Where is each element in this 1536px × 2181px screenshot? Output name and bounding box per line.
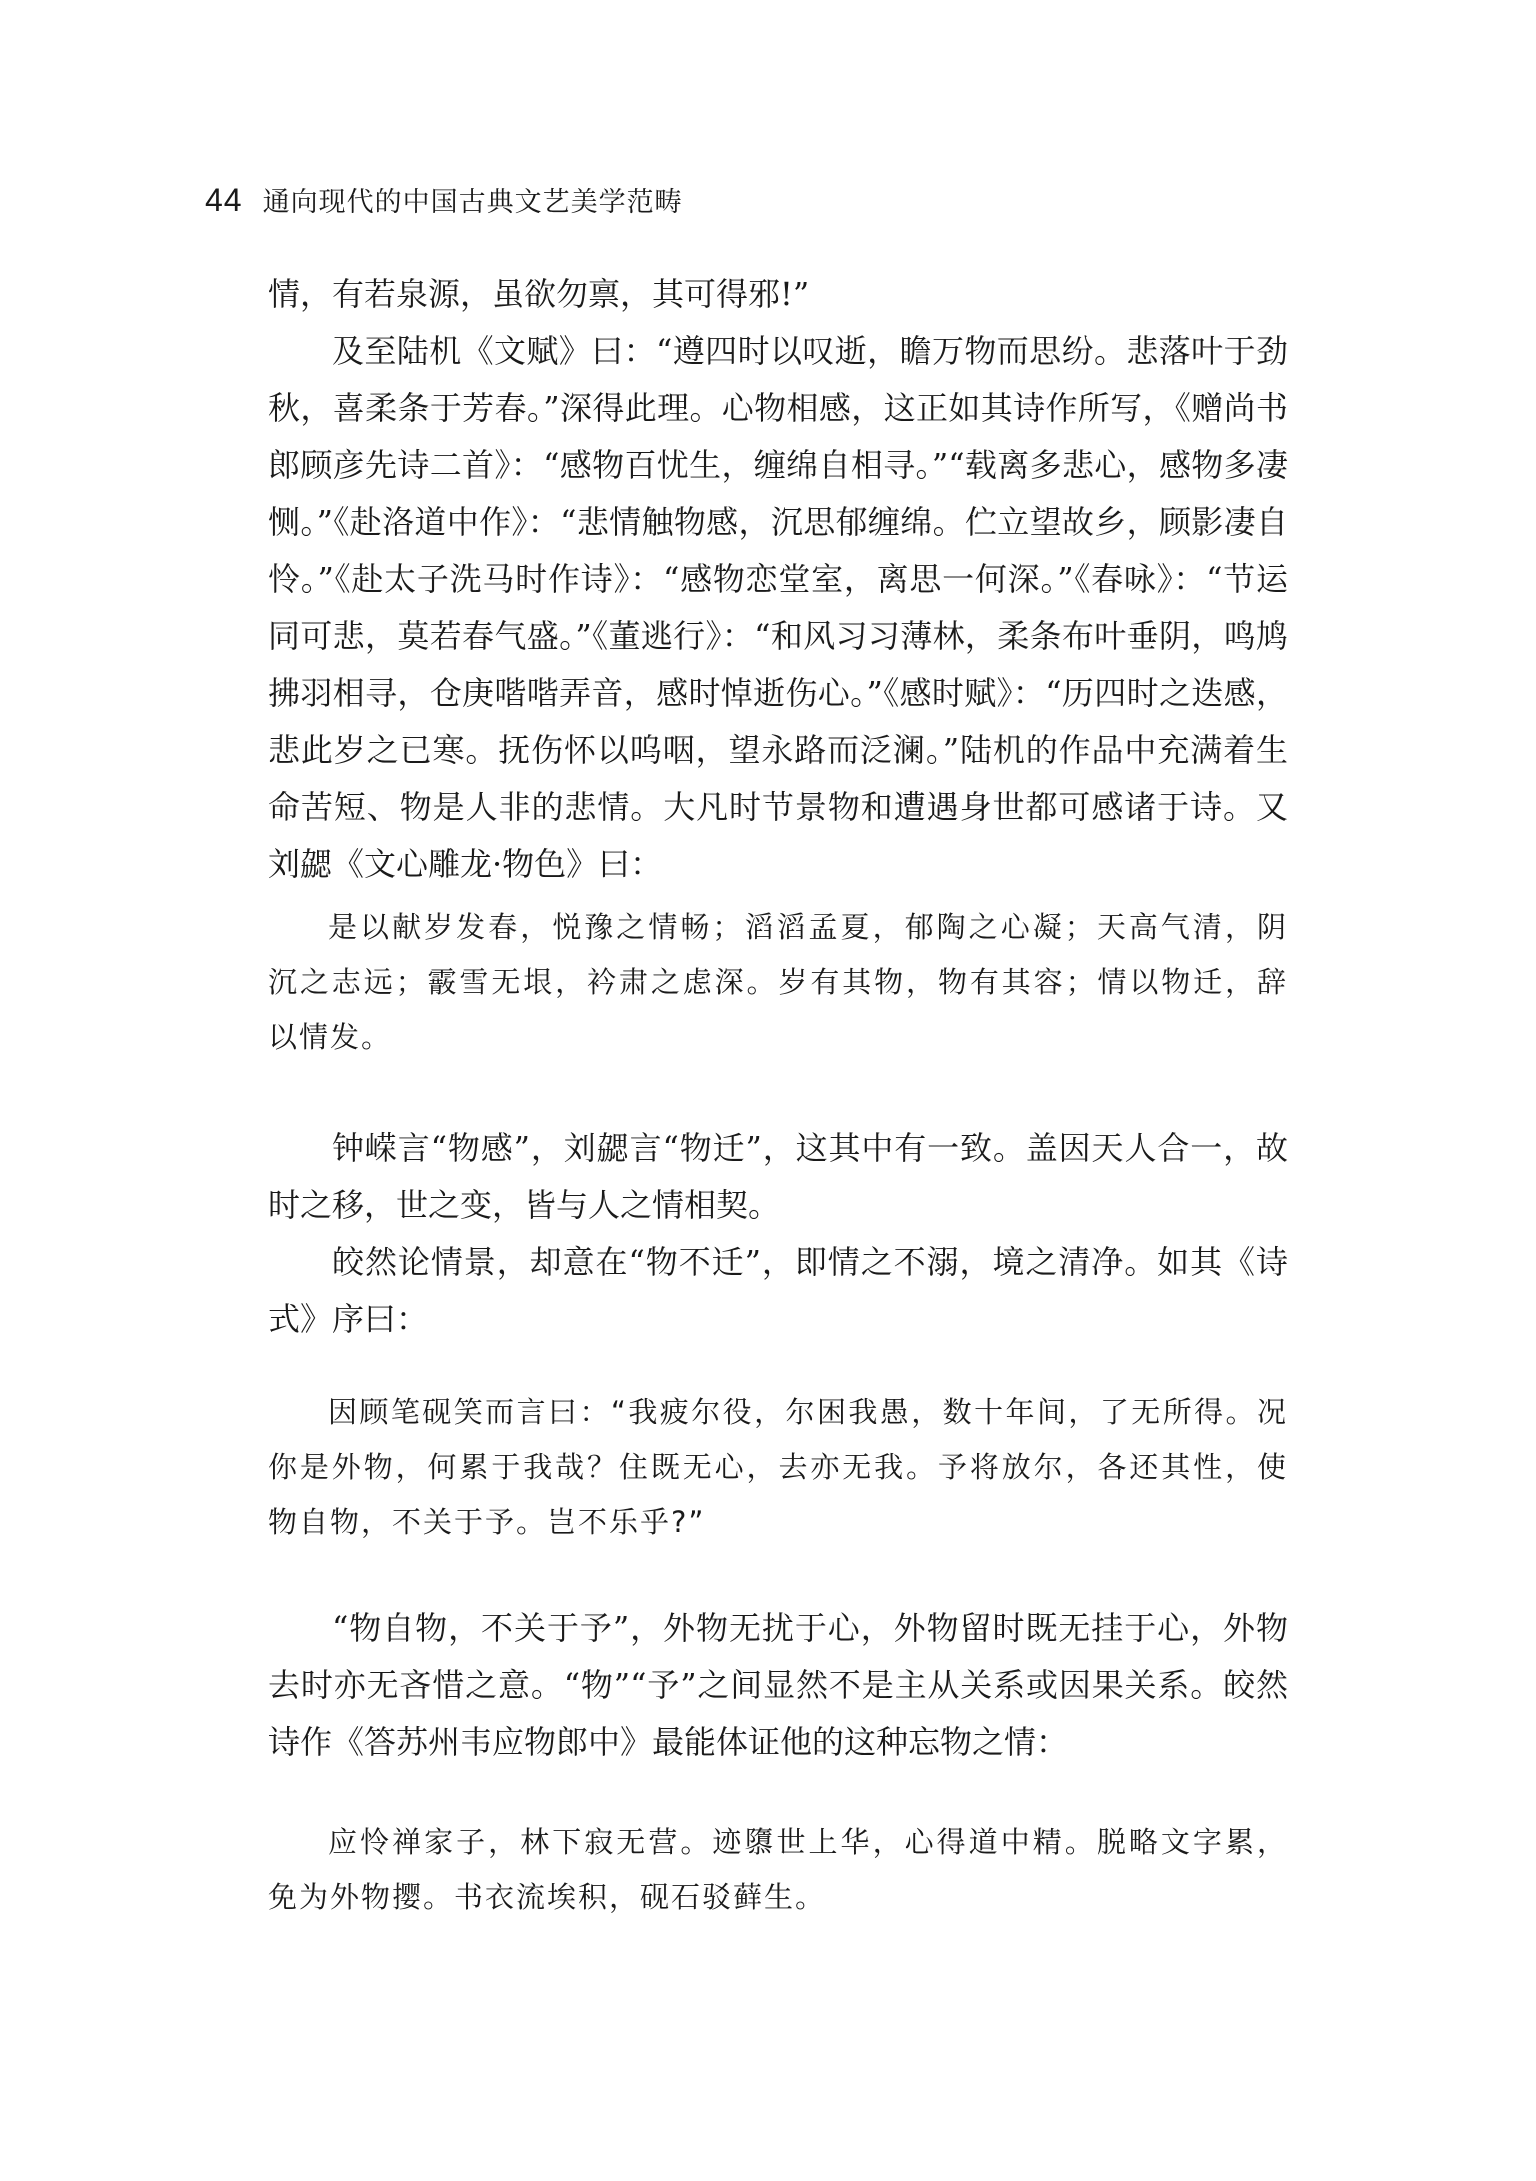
text-block-2 (268, 1120, 1288, 1348)
paragraph-wu-zi-wu: “物自物，不关于予”，外物无扰于心，外物留时既无挂于心，外物去时亦无吝惜之意。“物”“予”之间显然不是主从关系或因果关系。皎然诗作《答苏州韦应物郎中》最能体证他的这种忘物之情： (268, 1609, 1288, 1761)
paragraph-continuation: 情，有若泉源，虽欲勿禀，其可得邪!” (268, 275, 810, 313)
quote-text: 因顾笔砚笑而言曰：“我疲尔役，尔困我愚，数十年间，了无所得。况你是外物，何累于我哉？住既无心，去亦无我。予将放尔，各还其性，使物自物，不关于予。岂不乐乎?” (268, 1395, 1288, 1539)
block-quote-shishi (268, 1385, 1288, 1550)
paragraph-wu-gan: 钟嵘言“物感”，刘勰言“物迁”，这其中有一致。盖因天人合一，故时之移，世之变，皆与人之情相契。 (268, 1129, 1288, 1224)
block-quote-poem (268, 1815, 1288, 1925)
paragraph-jiaoran: 皎然论情景，却意在“物不迁”，即情之不溺，境之清净。如其《诗式》序曰： (268, 1243, 1288, 1338)
paragraph-lu-ji: 及至陆机《文赋》曰：“遵四时以叹逝，瞻万物而思纷。悲落叶于劲秋，喜柔条于芳春。”深得此理。心物相感，这正如其诗作所写，《赠尚书郎顾彦先诗二首》：“感物百忧生，缠绵自相寻。”“载离多悲心，感物多凄恻。”《赴洛道中作》：“悲情触物感，沉思郁缠绵。伫立望故乡，顾影凄自怜。”《赴太子洗马时作诗》：“感物恋堂室，离思一何深。”《春咏》：“节运同可悲，莫若春气盛。”《董逃行》：“和风习习薄林，柔条布叶垂阴，鸣鸠拂羽相寻，仓庚喈喈弄音，感时悼逝伤心。”《感时赋》：“历四时之迭感，悲此岁之已寒。抚伤怀以呜咽，望永路而泛澜。”陆机的作品中充满着生命苦短、物是人非的悲情。大凡时节景物和遭遇身世都可感诸于诗。又刘勰《文心雕龙·物色》曰： (268, 332, 1288, 883)
running-header (205, 180, 683, 219)
text-block-3 (268, 1600, 1288, 1771)
page-number: 44 (205, 182, 243, 218)
quote-text: 是以献岁发春，悦豫之情畅；滔滔孟夏，郁陶之心凝；天高气清，阴沉之志远；霰雪无垠，衿肃之虑深。岁有其物，物有其容；情以物迁，辞以情发。 (268, 910, 1288, 1054)
block-quote-wenxin-diaolong (268, 900, 1288, 1065)
text-block-1 (268, 266, 1288, 893)
quote-text: 应怜禅家子，林下寂无营。迹隳世上华，心得道中精。脱略文字累，免为外物撄。书衣流埃积，砚石驳藓生。 (268, 1825, 1288, 1914)
book-title: 通向现代的中国古典文艺美学范畴 (262, 187, 683, 218)
